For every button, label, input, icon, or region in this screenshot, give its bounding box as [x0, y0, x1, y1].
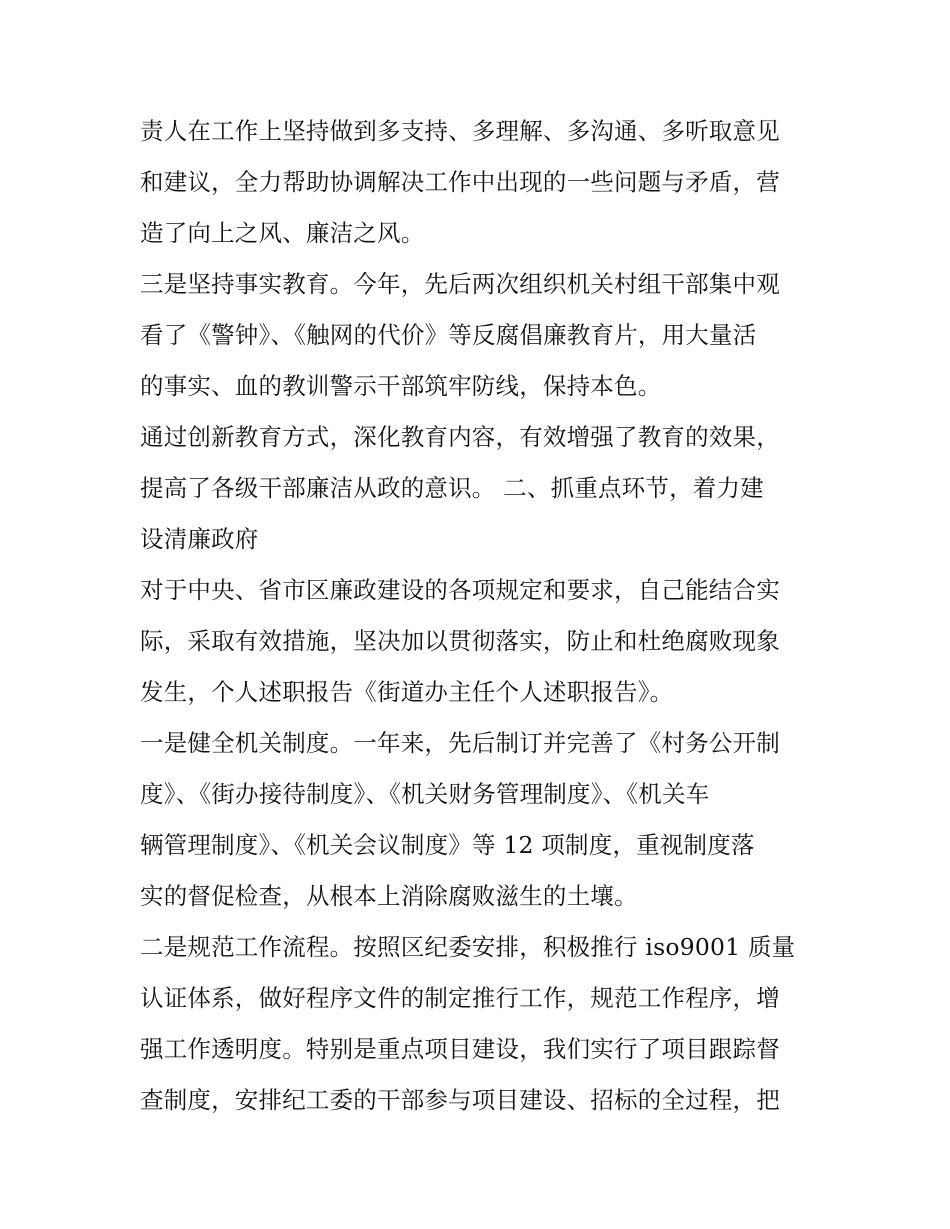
- text-line: 的事实、血的教训警示干部筑牢防线，保持本色。: [140, 372, 662, 400]
- text-line: 对于中央、省市区廉政建设的各项规定和要求，自己能结合实: [140, 576, 780, 604]
- text-line: 认证体系，做好程序文件的制定推行工作，规范工作程序，增: [140, 984, 780, 1012]
- text-line: 和建议，全力帮助协调解决工作中出现的一些问题与矛盾，营: [140, 168, 780, 196]
- text-line: 提高了各级干部廉洁从政的意识。 二、抓重点环节，着力建: [140, 474, 764, 502]
- text-line: 通过创新教育方式，深化教育内容，有效增强了教育的效果，: [140, 423, 780, 451]
- text-line: 造了向上之风、廉洁之风。: [140, 219, 425, 247]
- text-line: 辆管理制度》、《机关会议制度》等 12 项制度，重视制度落: [140, 831, 755, 859]
- text-line: 发生，个人述职报告《街道办主任个人述职报告》。: [140, 678, 674, 706]
- text-line: 实的督促检查，从根本上消除腐败滋生的土壤。: [140, 882, 638, 910]
- text-line: 度》、《街办接待制度》、《机关财务管理制度》、《机关车: [140, 780, 710, 808]
- text-line: 一是健全机关制度。一年来，先后制订并完善了《村务公开制: [140, 729, 780, 757]
- text-line: 强工作透明度。特别是重点项目建设，我们实行了项目跟踪督: [140, 1035, 780, 1063]
- text-line: 三是坚持事实教育。今年，先后两次组织机关村组干部集中观: [140, 270, 780, 298]
- text-line: 责人在工作上坚持做到多支持、多理解、多沟通、多听取意见: [140, 117, 780, 145]
- text-line: 际，采取有效措施，坚决加以贯彻落实，防止和杜绝腐败现象: [140, 627, 780, 655]
- text-line: 查制度，安排纪工委的干部参与项目建设、招标的全过程，把: [140, 1086, 780, 1114]
- text-line: 看了《警钟》、《触网的代价》等反腐倡廉教育片，用大量活: [140, 321, 757, 349]
- text-line: 二是规范工作流程。按照区纪委安排，积极推行 iso9001 质量: [140, 933, 796, 961]
- text-line: 设清廉政府: [140, 525, 259, 553]
- document-body: [140, 106, 820, 1126]
